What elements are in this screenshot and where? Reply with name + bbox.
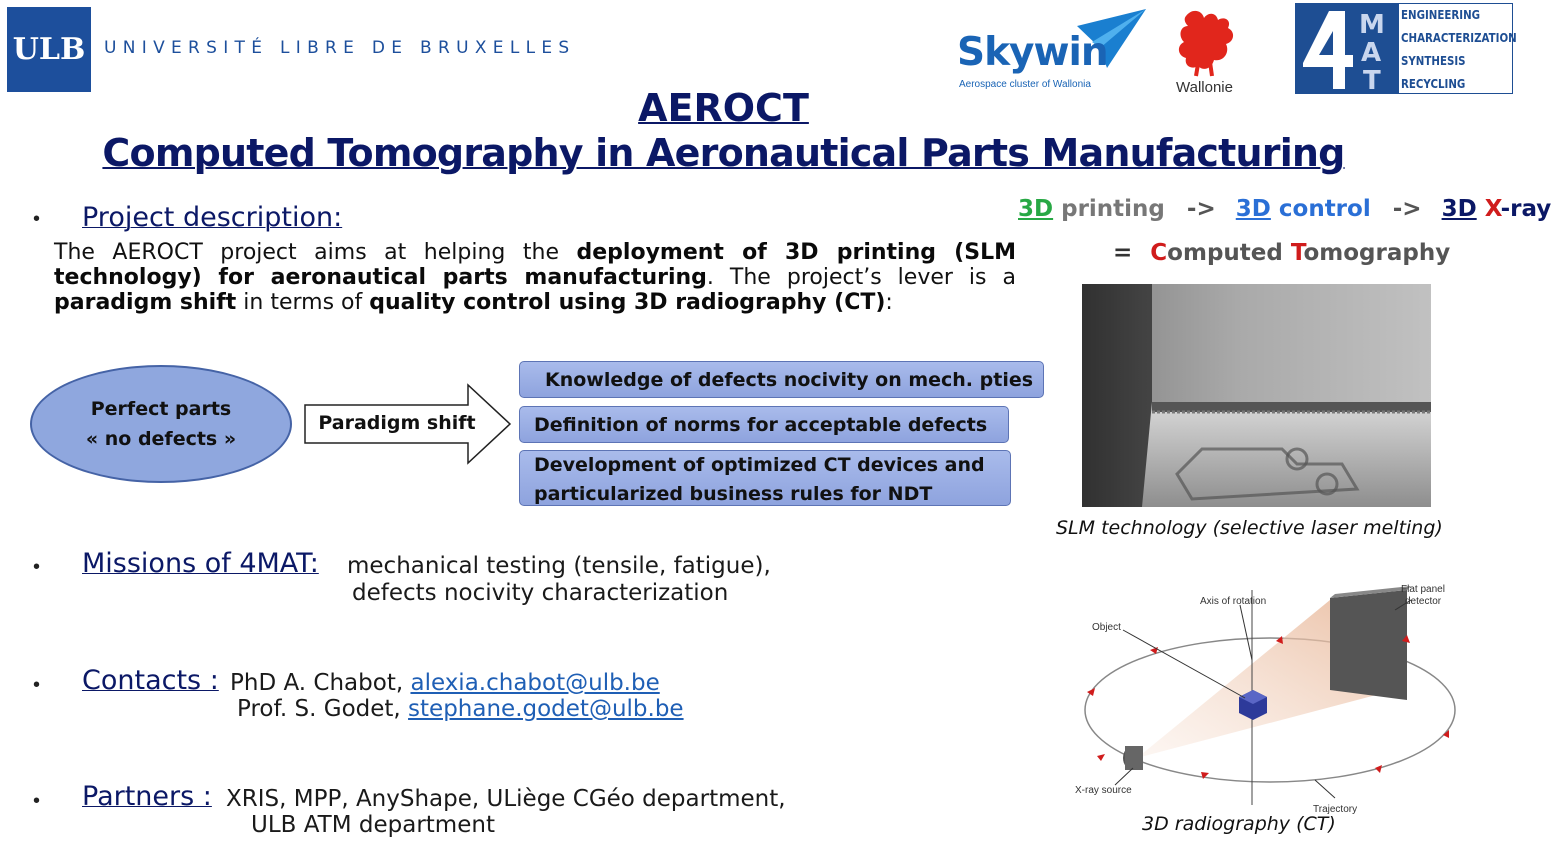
slm-caption: SLM technology (selective laser melting): [1056, 517, 1443, 539]
development-box: [519, 450, 1011, 506]
missions-line-2: defects nocivity characterization: [352, 580, 729, 606]
ct-caption: 3D radiography (CT): [1142, 813, 1336, 835]
paradigm-shift-label: Paradigm shift: [318, 412, 476, 434]
bullet: •: [33, 208, 41, 230]
partners-heading: Partners :: [82, 781, 212, 812]
bullet: •: [33, 556, 41, 578]
svg-text:M: M: [1359, 10, 1385, 40]
perfect-parts-ellipse: [30, 365, 292, 483]
partners-line-1: XRIS, MPP, AnyShape, ULiège CGéo department,: [226, 786, 786, 812]
partners-line-2: ULB ATM department: [251, 812, 495, 838]
bullet: •: [33, 790, 41, 812]
skywin-tagline: Aerospace cluster of Wallonia: [959, 79, 1091, 90]
svg-text:A: A: [1361, 38, 1382, 68]
knowledge-box: Knowledge of defects nocivity on mech. pties: [519, 361, 1044, 398]
development-line-1: Development of optimized CT devices and: [534, 454, 985, 476]
fourmat-line-characterization: CHARACTERIZATION: [1401, 30, 1517, 45]
page-subtitle: Computed Tomography in Aeronautical Parts Manufacturing: [102, 131, 1345, 175]
contact-2-email-link[interactable]: stephane.godet@ulb.be: [408, 696, 684, 722]
svg-text:T: T: [1363, 66, 1381, 96]
contact-1-name: PhD A. Chabot,: [230, 670, 411, 696]
fourmat-line-engineering: ENGINEERING: [1401, 7, 1481, 22]
ellipse-line-2: « no defects »: [85, 428, 237, 450]
development-line-2: particularized business rules for NDT: [534, 483, 933, 505]
fourmat-logo: [1295, 3, 1398, 94]
contact-1-email-link[interactable]: alexia.chabot@ulb.be: [410, 670, 660, 696]
fourmat-line-recycling: RECYCLING: [1401, 76, 1466, 91]
contact-2-name: Prof. S. Godet,: [237, 696, 409, 722]
ct-axis-label: Axis of rotation: [1200, 596, 1267, 607]
skywin-wordmark: Skywin: [957, 30, 1108, 75]
printing-control-xray-line: 3D printing -> 3D control -> 3D X-ray: [1018, 196, 1551, 222]
ct-source-label: X-ray source: [1075, 785, 1132, 796]
slm-photo: [1082, 284, 1431, 507]
ct-flat-label: Flat panel: [1401, 584, 1445, 595]
norms-box: Definition of norms for acceptable defects: [519, 406, 1009, 443]
fourmat-line-synthesis: SYNTHESIS: [1401, 53, 1466, 68]
contact-2: [237, 696, 684, 722]
fourmat-tagline: [1398, 3, 1517, 94]
contacts-heading: Contacts :: [82, 665, 219, 696]
contact-1: [230, 670, 660, 696]
ct-object-label: Object: [1092, 622, 1121, 633]
university-name: UNIVERSITÉ LIBRE DE BRUXELLES: [104, 38, 576, 58]
missions-heading: Missions of 4MAT:: [82, 548, 319, 579]
bullet: •: [33, 674, 41, 696]
ulb-logo: ULB: [7, 7, 91, 92]
ct-trajectory-label: Trajectory: [1313, 804, 1358, 815]
ct-detector-label: detector: [1405, 596, 1442, 607]
project-description-heading: Project description:: [82, 202, 343, 233]
wallonie-rooster-icon: [1172, 6, 1244, 78]
page-title: AEROCT: [638, 86, 809, 130]
wallonie-label: Wallonie: [1176, 79, 1233, 96]
ellipse-line-1: Perfect parts: [90, 398, 232, 420]
project-description-text: The AEROCT project aims at helping the deployment of 3D printing (SLM technology) for aeronautical parts manufacturing. The project’s lever is a paradigm shift in terms of quality control using 3D radiography (CT):: [54, 240, 1016, 315]
ct-diagram: [1055, 580, 1490, 813]
computed-tomography-line: = Computed Tomography: [1113, 240, 1451, 266]
missions-line-1: mechanical testing (tensile, fatigue),: [347, 553, 771, 579]
